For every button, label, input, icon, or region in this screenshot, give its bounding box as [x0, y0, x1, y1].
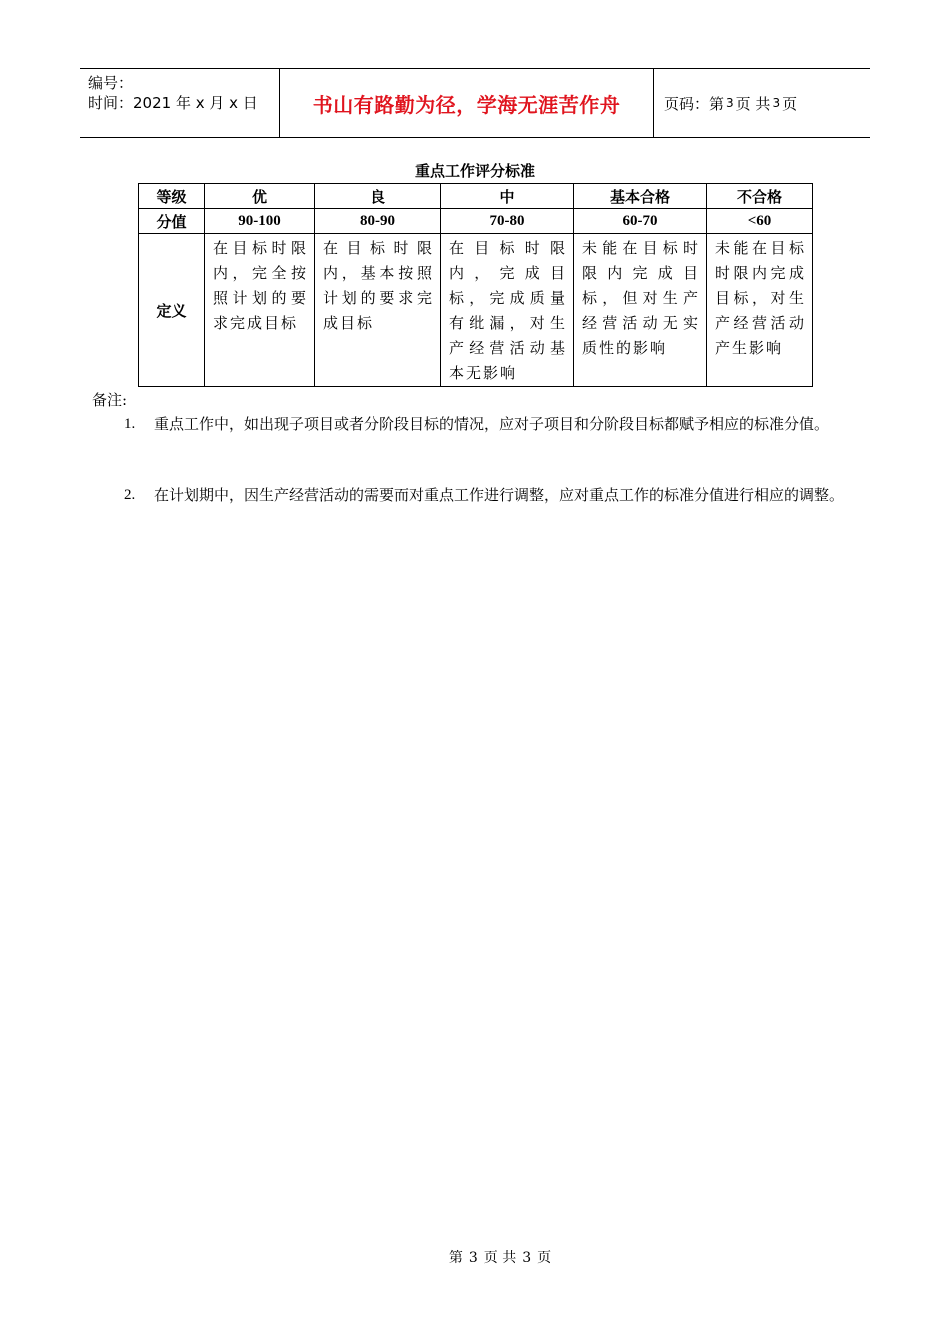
header-motto: 书山有路勤为径，学海无涯苦作舟: [280, 69, 654, 137]
page-header: [80, 68, 870, 138]
score-row: [139, 209, 813, 234]
definition-cell: 在目标时限内，完成目标，完成质量有纰漏，对生产经营活动基本无影响: [441, 234, 574, 387]
grade-excellent: 优: [205, 184, 315, 209]
score-label: 分值: [139, 209, 205, 234]
page-footer: [0, 1247, 950, 1267]
header-meta: [80, 69, 280, 137]
page-end: 页: [782, 94, 798, 113]
grade-good: 良: [315, 184, 441, 209]
score-cell: 60-70: [574, 209, 707, 234]
date-label: 时间：2021 年 x 月 x 日: [88, 94, 258, 112]
note-item: [124, 406, 864, 442]
definition-cell: 在目标时限内，基本按照计划的要求完成目标: [315, 234, 441, 387]
definition-cell: 未能在目标时限内完成目标，但对生产经营活动无实质性的影响: [574, 234, 707, 387]
footer-pre: 第: [448, 1250, 463, 1266]
note-text: 重点工作中，如出现子项目或者分阶段目标的情况，应对子项目和分阶段目标都赋予相应的标准分值。: [154, 415, 830, 433]
grade-fail: 不合格: [707, 184, 813, 209]
note-number: 1.: [124, 416, 136, 432]
note-text: 在计划期中，因生产经营活动的需要而对重点工作进行调整，应对重点工作的标准分值进行相应的调整。: [154, 486, 845, 504]
score-cell: 70-80: [441, 209, 574, 234]
footer-end: 页: [537, 1250, 552, 1266]
grade-medium: 中: [441, 184, 574, 209]
header-page-info: [654, 69, 870, 137]
grade-header: 等级: [139, 184, 205, 209]
grade-pass: 基本合格: [574, 184, 707, 209]
number-label: 编号：: [88, 74, 134, 92]
footer-mid: 页 共: [483, 1250, 517, 1266]
definition-cell: 在目标时限内，完全按照计划的要求完成目标: [205, 234, 315, 387]
grading-table: [138, 183, 813, 387]
definition-cell: 未能在目标时限内完成目标，对生产经营活动产生影响: [707, 234, 813, 387]
footer-current: 3: [468, 1250, 478, 1266]
page-mid: 页 共: [735, 94, 771, 113]
document-title: 重点工作评分标准: [414, 162, 535, 180]
definition-row: [139, 234, 813, 387]
score-cell: <60: [707, 209, 813, 234]
definition-label: 定义: [139, 234, 205, 387]
header-row: [139, 184, 813, 209]
page-total: 3: [772, 96, 781, 110]
note-item: [124, 477, 864, 513]
footer-total: 3: [522, 1250, 532, 1266]
page-current: 3: [726, 96, 734, 110]
score-cell: 80-90: [315, 209, 441, 234]
note-number: 2.: [124, 487, 136, 503]
page-label: 页码：第: [664, 94, 725, 113]
score-cell: 90-100: [205, 209, 315, 234]
notes-label: 备注:: [92, 391, 128, 409]
